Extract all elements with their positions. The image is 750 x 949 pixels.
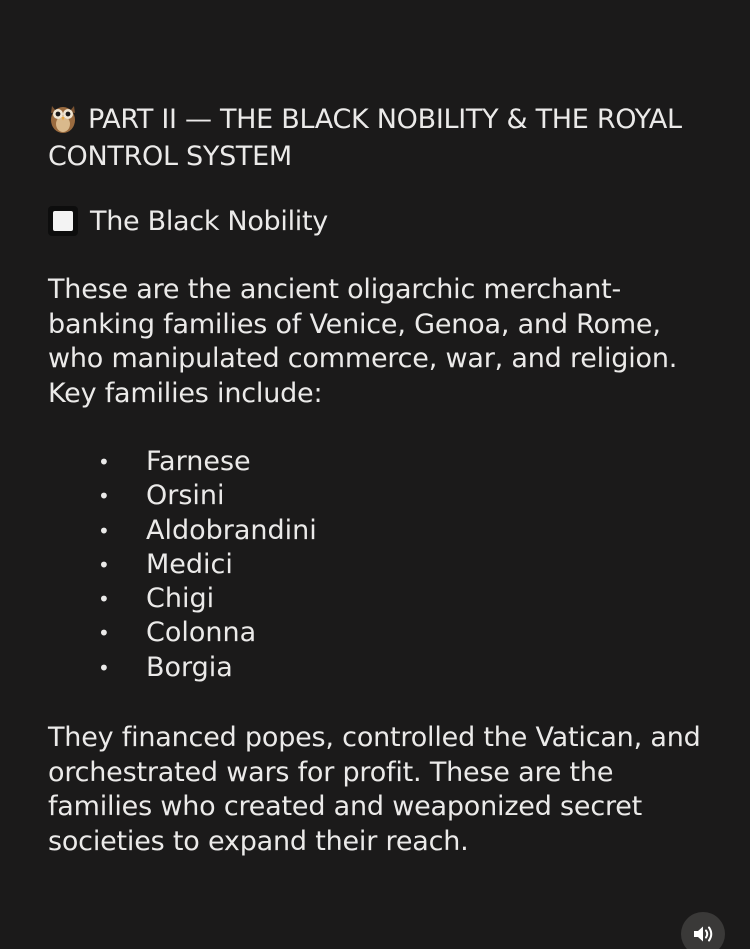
list-item bbox=[96, 479, 317, 513]
section-title-text: The Black Nobility bbox=[90, 206, 328, 237]
family-name: Borgia bbox=[146, 651, 233, 683]
list-item bbox=[96, 616, 317, 650]
sound-toggle-button[interactable] bbox=[681, 912, 725, 949]
bullet: • bbox=[98, 655, 110, 680]
owl-icon bbox=[48, 100, 78, 134]
family-name: Farnese bbox=[146, 446, 251, 477]
bullet: • bbox=[98, 518, 110, 543]
bullet: • bbox=[98, 484, 110, 509]
list-item bbox=[96, 651, 317, 685]
family-name: Colonna bbox=[146, 617, 257, 649]
bullet: • bbox=[98, 552, 110, 577]
section-title bbox=[48, 203, 328, 240]
bullet: • bbox=[98, 450, 110, 474]
white-square-icon bbox=[48, 206, 78, 236]
list-item bbox=[96, 445, 317, 479]
intro-paragraph: These are the ancient oligarchic merchant-banking families of Venice, Genoa, and Rome, who manipulated commerce, war, and religion. Key families include: bbox=[48, 274, 678, 409]
list-item bbox=[96, 514, 317, 548]
family-name: Chigi bbox=[146, 583, 215, 615]
families-list bbox=[96, 445, 317, 685]
closing-paragraph: They financed popes, controlled the Vatican, and orchestrated wars for profit. These are the families who created and weaponized secret societies to expand their reach. bbox=[48, 722, 701, 857]
bullet: • bbox=[98, 587, 110, 612]
list-item bbox=[96, 582, 317, 616]
bullet: • bbox=[98, 621, 110, 646]
post-heading-text: PART II — THE BLACK NOBILITY & THE ROYAL CONTROL SYSTEM bbox=[48, 104, 682, 172]
list-item bbox=[96, 548, 317, 582]
family-name: Medici bbox=[146, 548, 233, 580]
post-heading bbox=[48, 100, 708, 175]
speaker-icon bbox=[692, 924, 714, 944]
family-name: Aldobrandini bbox=[146, 514, 317, 546]
family-name: Orsini bbox=[146, 480, 225, 512]
